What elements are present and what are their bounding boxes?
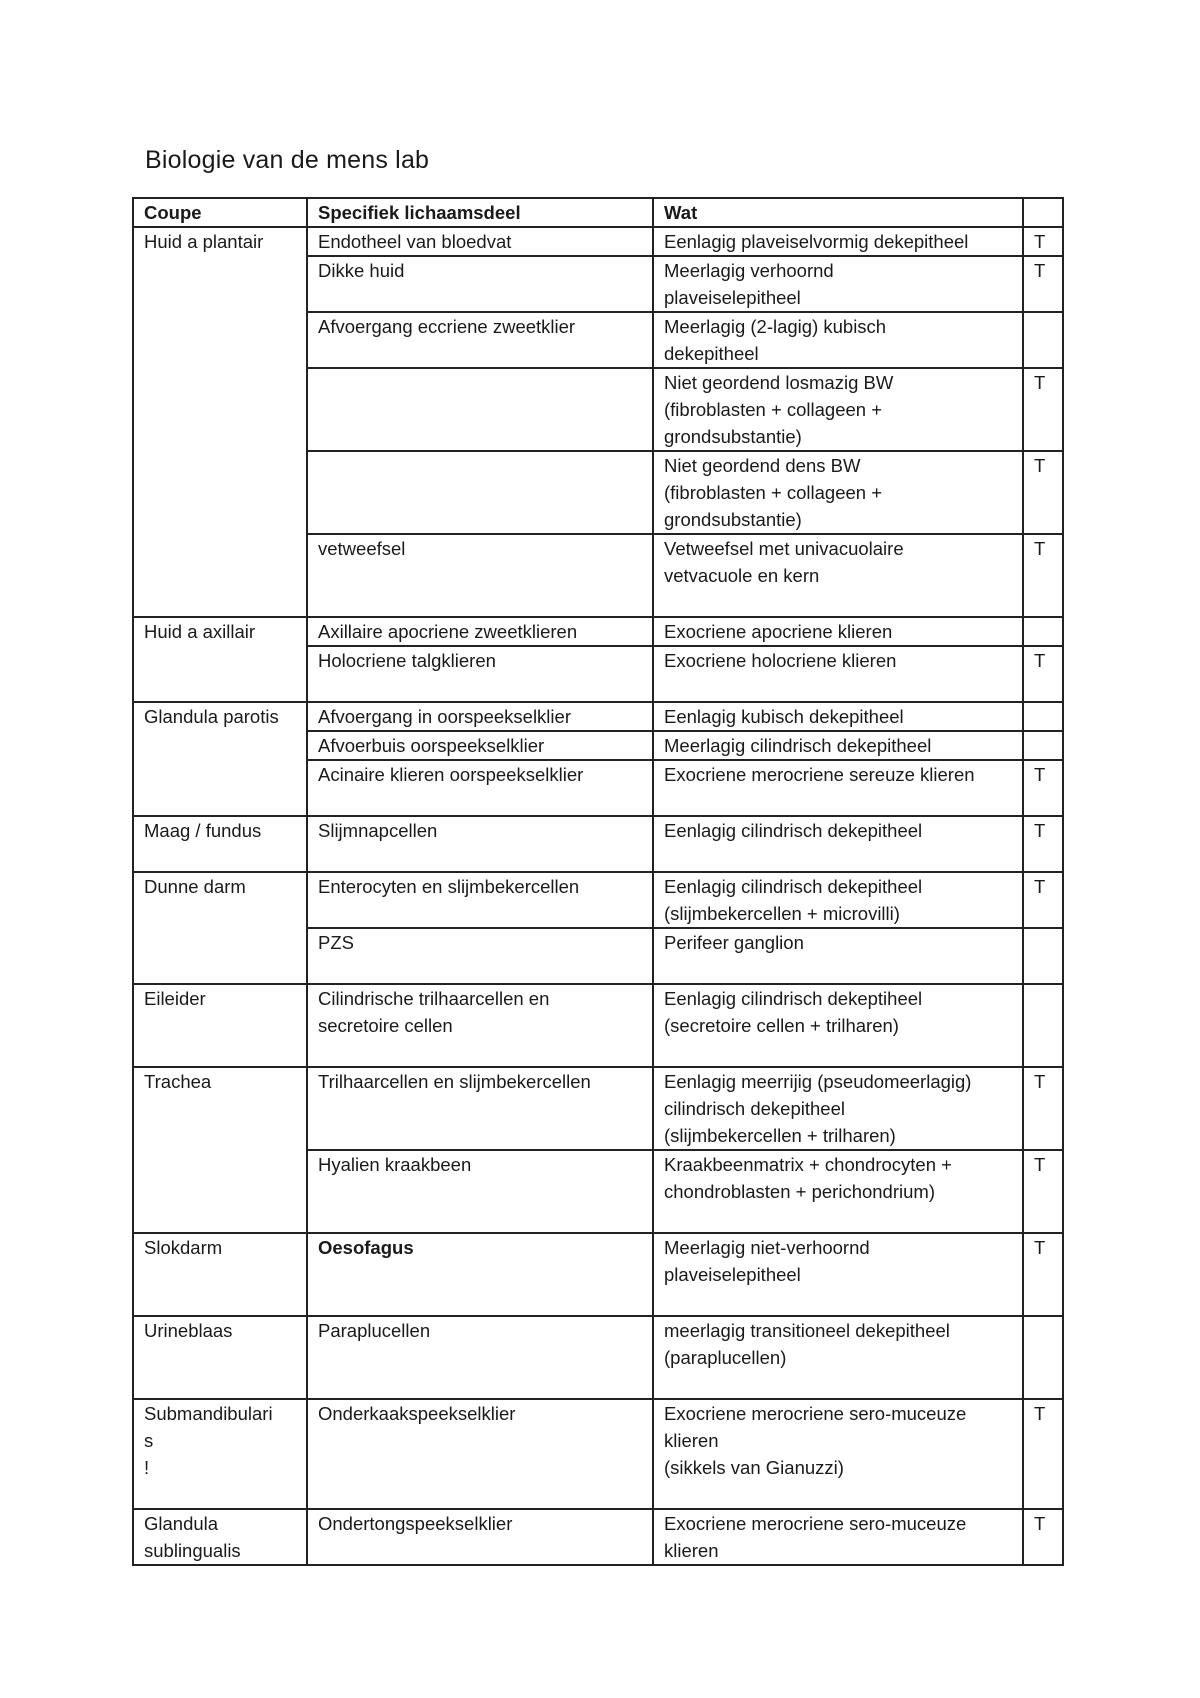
cell-coupe: Dunne darm — [133, 872, 307, 984]
header-lichaamsdeel: Specifiek lichaamsdeel — [307, 198, 653, 227]
header-t — [1023, 198, 1063, 227]
cell-wat: Eenlagig plaveiselvormig dekepitheel — [653, 227, 1023, 256]
cell-deel: Oesofagus — [307, 1233, 653, 1316]
cell-t: T — [1023, 760, 1063, 816]
cell-t: T — [1023, 1150, 1063, 1233]
cell-coupe: Slokdarm — [133, 1233, 307, 1316]
cell-wat: Eenlagig cilindrisch dekepitheel (slijmbekercellen + microvilli) — [653, 872, 1023, 928]
cell-t: T — [1023, 1509, 1063, 1565]
table-row — [133, 702, 1063, 731]
cell-t — [1023, 617, 1063, 646]
cell-deel: Cilindrische trilhaarcellen en secretoire cellen — [307, 984, 653, 1067]
cell-wat: Kraakbeenmatrix + chondrocyten + chondroblasten + perichondrium) — [653, 1150, 1023, 1233]
cell-deel: Onderkaakspeekselklier — [307, 1399, 653, 1509]
cell-t: T — [1023, 534, 1063, 617]
cell-coupe: Huid a axillair — [133, 617, 307, 702]
header-wat: Wat — [653, 198, 1023, 227]
cell-wat: Exocriene apocriene klieren — [653, 617, 1023, 646]
cell-wat: Exocriene merocriene sero-muceuze klieren (sikkels van Gianuzzi) — [653, 1399, 1023, 1509]
cell-t: T — [1023, 1233, 1063, 1316]
cell-t — [1023, 1316, 1063, 1399]
cell-t: T — [1023, 646, 1063, 702]
table-row — [133, 1067, 1063, 1150]
header-coupe: Coupe — [133, 198, 307, 227]
cell-wat: Exocriene holocriene klieren — [653, 646, 1023, 702]
table-row — [133, 1316, 1063, 1399]
cell-wat: Niet geordend losmazig BW (fibroblasten + collageen + grondsubstantie) — [653, 368, 1023, 451]
cell-t — [1023, 702, 1063, 731]
cell-deel: Endotheel van bloedvat — [307, 227, 653, 256]
table-row — [133, 227, 1063, 256]
cell-deel: Afvoergang eccriene zweetklier — [307, 312, 653, 368]
cell-t: T — [1023, 1067, 1063, 1150]
cell-coupe: Huid a plantair — [133, 227, 307, 617]
cell-coupe: Trachea — [133, 1067, 307, 1233]
cell-deel: Dikke huid — [307, 256, 653, 312]
cell-coupe: Urineblaas — [133, 1316, 307, 1399]
histology-table — [132, 197, 1064, 1566]
table-row — [133, 1509, 1063, 1565]
cell-deel: Paraplucellen — [307, 1316, 653, 1399]
cell-wat: Eenlagig kubisch dekepitheel — [653, 702, 1023, 731]
table-row — [133, 816, 1063, 872]
cell-deel: Acinaire klieren oorspeekselklier — [307, 760, 653, 816]
cell-wat: meerlagig transitioneel dekepitheel (paraplucellen) — [653, 1316, 1023, 1399]
cell-t — [1023, 731, 1063, 760]
cell-deel: vetweefsel — [307, 534, 653, 617]
cell-deel: Trilhaarcellen en slijmbekercellen — [307, 1067, 653, 1150]
cell-deel: Holocriene talgklieren — [307, 646, 653, 702]
cell-deel: Slijmnapcellen — [307, 816, 653, 872]
cell-t: T — [1023, 451, 1063, 534]
cell-deel: Axillaire apocriene zweetklieren — [307, 617, 653, 646]
cell-t: T — [1023, 1399, 1063, 1509]
cell-wat: Perifeer ganglion — [653, 928, 1023, 984]
cell-wat: Exocriene merocriene sero-muceuze klieren — [653, 1509, 1023, 1565]
page-title: Biologie van de mens lab — [145, 146, 430, 174]
cell-deel: PZS — [307, 928, 653, 984]
table-row — [133, 617, 1063, 646]
cell-t — [1023, 928, 1063, 984]
cell-wat: Vetweefsel met univacuolaire vetvacuole en kern — [653, 534, 1023, 617]
cell-coupe: Maag / fundus — [133, 816, 307, 872]
cell-t — [1023, 984, 1063, 1067]
cell-t: T — [1023, 227, 1063, 256]
table-row — [133, 1399, 1063, 1509]
cell-deel — [307, 451, 653, 534]
table-header-row — [133, 198, 1063, 227]
cell-deel: Afvoergang in oorspeekselklier — [307, 702, 653, 731]
cell-t: T — [1023, 872, 1063, 928]
table-row — [133, 872, 1063, 928]
cell-coupe: Eileider — [133, 984, 307, 1067]
cell-wat: Meerlagig (2-lagig) kubisch dekepitheel — [653, 312, 1023, 368]
table-row — [133, 1233, 1063, 1316]
cell-wat: Eenlagig meerrijig (pseudomeerlagig) cilindrisch dekepitheel (slijmbekercellen + trilharen) — [653, 1067, 1023, 1150]
cell-t: T — [1023, 256, 1063, 312]
cell-t — [1023, 312, 1063, 368]
cell-wat: Meerlagig cilindrisch dekepitheel — [653, 731, 1023, 760]
cell-wat: Meerlagig verhoornd plaveiselepitheel — [653, 256, 1023, 312]
cell-coupe: Glandula parotis — [133, 702, 307, 816]
cell-coupe: Glandula sublingualis — [133, 1509, 307, 1565]
cell-deel: Enterocyten en slijmbekercellen — [307, 872, 653, 928]
cell-wat: Eenlagig cilindrisch dekepitheel — [653, 816, 1023, 872]
cell-t: T — [1023, 368, 1063, 451]
cell-deel — [307, 368, 653, 451]
cell-wat: Meerlagig niet-verhoornd plaveiselepitheel — [653, 1233, 1023, 1316]
table-row — [133, 984, 1063, 1067]
cell-deel: Afvoerbuis oorspeekselklier — [307, 731, 653, 760]
cell-deel: Hyalien kraakbeen — [307, 1150, 653, 1233]
cell-coupe: Submandibulari s ! — [133, 1399, 307, 1509]
cell-wat: Exocriene merocriene sereuze klieren — [653, 760, 1023, 816]
cell-deel: Ondertongspeekselklier — [307, 1509, 653, 1565]
cell-t: T — [1023, 816, 1063, 872]
cell-wat: Eenlagig cilindrisch dekeptiheel (secretoire cellen + trilharen) — [653, 984, 1023, 1067]
cell-wat: Niet geordend dens BW (fibroblasten + collageen + grondsubstantie) — [653, 451, 1023, 534]
